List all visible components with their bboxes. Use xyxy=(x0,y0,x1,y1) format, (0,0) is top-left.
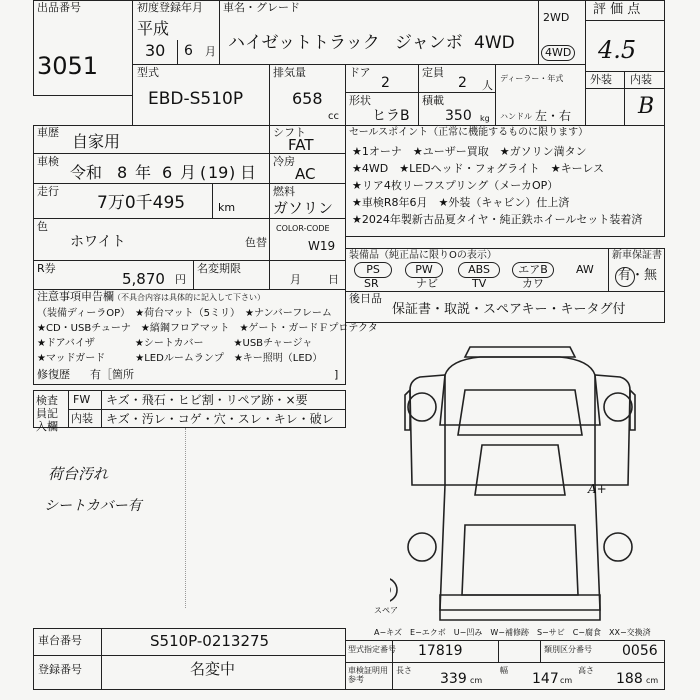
fuel-label: 燃料 xyxy=(273,185,295,198)
chassis-label: 車台番号 xyxy=(38,634,82,647)
reg-label: 登録番号 xyxy=(38,663,82,676)
inspection-day-close: ) xyxy=(229,163,236,182)
inspection-day-open: ( xyxy=(200,163,207,182)
usage-value: 自家用 xyxy=(72,132,121,151)
color-label: 色 xyxy=(37,220,48,233)
shift-value: FAT xyxy=(288,136,314,154)
post-install-title: 後日品 xyxy=(349,292,382,305)
note-line-2: ★CD・USBチューナ ★縞鋼フロアマット ★ゲート・ガードＦプロテクタ xyxy=(37,323,378,334)
model-label: 型式 xyxy=(137,66,159,79)
vehicle-diagram xyxy=(390,335,650,625)
post-install-text: 保証書・取説・スペアキー・キータグ付 xyxy=(392,302,626,317)
vehicle-drive: 4WD xyxy=(474,33,515,53)
handwritten-notes xyxy=(40,430,340,610)
ac-value: AC xyxy=(295,165,316,183)
equip-navi: ナビ xyxy=(416,277,438,290)
repair-bracket: ] xyxy=(334,368,339,381)
color-code-label: COLOR-CODE xyxy=(276,224,330,233)
repair-label: 修復歴 xyxy=(37,368,70,381)
height-label: 高さ xyxy=(578,666,594,675)
name-change-day: 日 xyxy=(328,273,339,286)
height-unit: cm xyxy=(646,676,659,685)
interior-label: 内装 xyxy=(630,73,652,86)
equip-pw: PW xyxy=(405,262,443,278)
displacement-label: 排気量 xyxy=(273,66,306,79)
doors-label: ドア xyxy=(349,66,371,79)
vehicle-grade: ジャンボ xyxy=(395,33,463,53)
handle-value: 左・右 xyxy=(535,109,572,123)
width-value: 147 xyxy=(532,671,559,687)
right-door xyxy=(595,375,630,485)
score-value: 4.5 xyxy=(598,36,637,64)
length-label: 長さ xyxy=(396,666,412,675)
mileage-value: 7万0千495 xyxy=(97,193,186,213)
sales-point-2: ★4WD ★LEDヘッド・フォグライト ★キーレス xyxy=(352,162,605,175)
drive-4wd-circled: 4WD xyxy=(541,45,575,61)
color-value: ホワイト xyxy=(70,234,126,250)
inspection-era: 令和 xyxy=(70,163,103,182)
fuel-value: ガソリン xyxy=(273,199,334,217)
reg-value: 名変中 xyxy=(190,660,236,678)
color-code-value: W19 xyxy=(308,239,336,253)
first-reg-era: 平成 xyxy=(137,19,170,38)
length-value: 339 xyxy=(440,671,467,687)
equip-ps: PS xyxy=(354,262,392,278)
spare-tire xyxy=(390,578,397,602)
equipment-title: 装備品（純正品に限りOの表示） xyxy=(349,250,497,261)
guarantee-value: 有・無 xyxy=(618,268,658,283)
displacement-unit: cc xyxy=(328,111,339,122)
doors-value: 2 xyxy=(381,75,390,91)
load-unit: kg xyxy=(480,114,490,123)
interior-grade: B xyxy=(638,94,655,119)
equip-tv: TV xyxy=(472,277,487,290)
handwritten-note-1: 荷台汚れ xyxy=(48,465,109,483)
rear-gate xyxy=(440,595,600,620)
equip-sr: SR xyxy=(364,277,379,290)
sales-point-3: ★リア4枚リーフスプリング（メーカOP） xyxy=(352,179,559,192)
displacement-value: 658 xyxy=(292,89,323,108)
spare-label: スペア xyxy=(374,606,398,615)
note-line-1: （装備ディーラOP） ★荷台マット（5ミリ） ★ナンバーフレーム xyxy=(37,308,332,319)
handwritten-note-2: シートカバー有 xyxy=(44,498,142,514)
seats-label: 定員 xyxy=(422,66,444,79)
note-line-3: ★ドアバイザ ★シートカバー ★USBチャージャ xyxy=(37,338,313,349)
inspection-label: 車検 xyxy=(37,155,59,168)
load-label: 積載 xyxy=(422,94,444,107)
model-value: EBD-S510P xyxy=(148,89,244,109)
drive-2wd: 2WD xyxy=(543,11,570,24)
shift-label: シフト xyxy=(273,126,306,139)
score-label: 評 価 点 xyxy=(593,2,641,17)
body-label: 形状 xyxy=(349,94,371,107)
lot-box xyxy=(33,0,133,96)
lot-number: 3051 xyxy=(37,52,99,80)
ac-label: 冷房 xyxy=(273,155,295,168)
sales-point-5: ★2024年製新古品夏タイヤ・純正鉄ホイールセット装着済 xyxy=(352,213,643,226)
inspection-day-unit: 日 xyxy=(240,163,257,182)
exterior-label: 外装 xyxy=(590,73,612,86)
inspector-row-interior-key: 内装 xyxy=(71,412,93,425)
height-value: 188 xyxy=(616,671,643,687)
width-label: 幅 xyxy=(500,666,508,675)
notes-subtitle: （不具合内容は具体的に記入して下さい） xyxy=(113,293,265,302)
inspector-row-fw-key: FW xyxy=(73,393,91,406)
front-left-wheel xyxy=(408,393,436,421)
inspector-row-fw-value: キズ・飛石・ヒビ割・リペア跡・×要 xyxy=(106,393,308,407)
class-label: 類別区分番号 xyxy=(544,645,592,654)
recycle-amount: 5,870 xyxy=(122,270,165,288)
left-door xyxy=(410,375,445,485)
right-mirror xyxy=(630,390,635,430)
load-value: 350 xyxy=(445,108,472,124)
notes-title: 注意事項申告欄 xyxy=(37,290,114,303)
inspection-month-unit: 月 xyxy=(180,163,197,182)
windshield xyxy=(458,390,582,435)
sales-points-title: セールスポイント（正常に機能するものに限ります） xyxy=(349,127,589,138)
rear-right-wheel xyxy=(604,533,632,561)
type-spec-value: 17819 xyxy=(418,643,463,659)
mileage-unit: km xyxy=(218,201,236,214)
inspector-label: 検査員記入欄 xyxy=(36,394,58,433)
usage-label: 車歴 xyxy=(37,126,59,139)
note-line-4: ★マッドガード ★LEDルームランプ ★キー照明（LED） xyxy=(37,353,323,364)
front-bumper xyxy=(465,347,575,357)
vehicle-name: ハイゼットトラック xyxy=(228,33,380,53)
inspector-row-interior-value: キズ・汚レ・コゲ・穴・スレ・キレ・破レ xyxy=(106,412,334,426)
sales-points-list xyxy=(352,143,642,228)
body-value: ヒラB xyxy=(372,108,410,124)
left-mirror xyxy=(405,390,410,430)
type-spec-label: 型式指定番号 xyxy=(348,645,396,654)
recycle-unit: 円 xyxy=(175,273,186,286)
first-reg-year: 30 xyxy=(145,41,166,60)
seats-value: 2 xyxy=(458,75,467,91)
name-change-month: 月 xyxy=(290,273,301,286)
mileage-label: 走行 xyxy=(37,185,59,198)
first-reg-month-unit: 月 xyxy=(205,45,216,58)
rear-left-wheel xyxy=(408,533,436,561)
repair-value: 有［箇所 xyxy=(90,368,134,381)
dealer-label: ディーラー・年式 xyxy=(500,74,564,83)
equip-leather: カワ xyxy=(522,277,544,290)
guarantee-circle xyxy=(615,267,635,287)
bed-floor xyxy=(462,525,578,595)
lot-label: 出品番号 xyxy=(37,1,81,14)
handle-label: ハンドル xyxy=(500,112,532,121)
seats-unit: 人 xyxy=(482,79,493,92)
sales-point-4: ★車検R8年6月 ★外装（キャビン）仕上済 xyxy=(352,196,570,209)
name-label: 車名・グレード xyxy=(223,1,300,14)
color-change-label: 色替 xyxy=(245,236,267,249)
guarantee-label: 新車保証書 xyxy=(612,250,662,261)
inspection-year: 8 xyxy=(117,163,128,182)
inspection-day: 19 xyxy=(208,163,229,182)
roof xyxy=(475,445,565,495)
front-right-wheel xyxy=(604,393,632,421)
equip-aw: AW xyxy=(576,263,594,276)
class-value: 0056 xyxy=(622,643,658,659)
inspection-year-unit: 年 xyxy=(135,163,152,182)
name-change-label: 名変期限 xyxy=(197,262,241,275)
first-reg-label: 初度登録年月 xyxy=(137,1,203,14)
first-reg-month: 6 xyxy=(184,43,193,59)
chassis-value: S510P-0213275 xyxy=(150,632,270,650)
cert-label: 車検証明用参考 xyxy=(348,666,388,684)
length-unit: cm xyxy=(470,676,483,685)
sales-point-1: ★1オーナ ★ユーザー買取 ★ガソリン満タン xyxy=(352,145,587,158)
damage-legend: A−キズ E−エクボ U−凹み W−補修跡 S−サビ C−腐食 XX−交換済 xyxy=(374,628,651,637)
notes-list xyxy=(37,306,378,366)
inspection-month: 6 xyxy=(162,163,173,182)
cab-outline xyxy=(440,357,600,425)
equip-abs: ABS xyxy=(458,262,500,278)
width-unit: cm xyxy=(560,676,573,685)
recycle-label: R券 xyxy=(37,262,56,275)
equip-airbag: エアB xyxy=(512,262,554,278)
diagram-mark-a-plus: A+ xyxy=(588,482,607,496)
